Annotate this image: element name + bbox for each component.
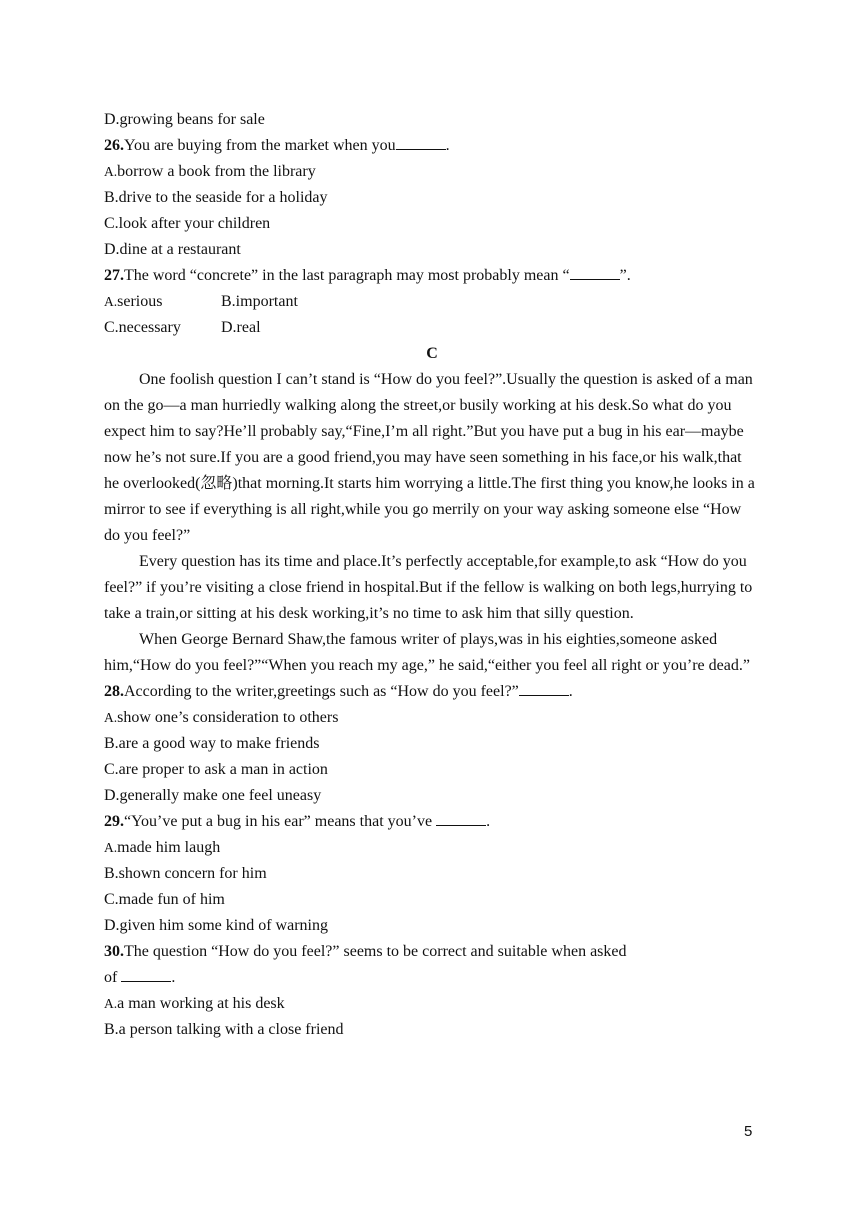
q30-number: 30. bbox=[104, 943, 124, 960]
q29-option-a-letter: A. bbox=[104, 840, 118, 855]
q29-option-a bbox=[104, 835, 760, 861]
q27-options-row-2 bbox=[104, 315, 760, 341]
q28-stem bbox=[104, 679, 760, 705]
q27-number: 27. bbox=[104, 267, 124, 284]
q26-blank bbox=[396, 134, 446, 150]
passage-paragraph-1: One foolish question I can’t stand is “How do you feel?”.Usually the question is asked of a man on the go—a man hurriedly walking along the street,or busily working at his desk.So what do you expect him to say?He’ll probably say,“Fine,I’m all right.”But you have put a bug in his ear—maybe now he’s not sure.If you are a good friend,you may have seen something in his face,or his walk,that he overlooked(忽略)that morning.It starts him worrying a little.The first thing you know,he looks in a mirror to see if everything is all right,while you go merrily on your way asking someone else “How do you feel?” bbox=[104, 371, 755, 544]
q27-option-b: B.important bbox=[221, 293, 298, 310]
page-number: 5 bbox=[744, 1123, 753, 1140]
q26-option-a-text: borrow a book from the library bbox=[117, 163, 316, 180]
q26-stem bbox=[104, 133, 760, 159]
q30-stem bbox=[104, 939, 760, 965]
q27-option-a-text: serious bbox=[117, 293, 163, 310]
passage-paragraph-2: Every question has its time and place.It’s perfectly acceptable,for example,to ask “How do you feel?” if you’re visiting a close friend in hospital.But if the fellow is walking on both legs,hurrying to take a train,or sitting at his desk working,it’s no time to ask him that silly question. bbox=[104, 553, 753, 622]
section-title: C bbox=[426, 345, 438, 362]
q26-option-d: D.dine at a restaurant bbox=[104, 241, 241, 258]
q30-option-a-text: a man working at his desk bbox=[117, 995, 285, 1012]
q26-stem-text: You are buying from the market when you bbox=[124, 137, 396, 154]
q29-blank bbox=[436, 810, 486, 826]
q28-number: 28. bbox=[104, 683, 124, 700]
q27-blank bbox=[570, 264, 620, 280]
q28-stem-text: According to the writer,greetings such as “How do you feel?” bbox=[124, 683, 519, 700]
q28-option-b: B.are a good way to make friends bbox=[104, 735, 320, 752]
q26-option-a bbox=[104, 159, 760, 185]
q26-option-b: B.drive to the seaside for a holiday bbox=[104, 189, 328, 206]
q29-option-c: C.made fun of him bbox=[104, 891, 225, 908]
q27-option-a bbox=[104, 293, 162, 310]
q27-stem-end: ”. bbox=[619, 267, 631, 284]
q29-option-b: B.shown concern for him bbox=[104, 865, 267, 882]
q27-option-d: D.real bbox=[221, 319, 261, 336]
q27-option-a-letter: A. bbox=[104, 294, 118, 309]
q27-option-c: C.necessary bbox=[104, 319, 181, 336]
q29-stem-end: . bbox=[486, 813, 491, 830]
q28-option-c: C.are proper to ask a man in action bbox=[104, 761, 328, 778]
q30-blank bbox=[121, 966, 171, 982]
q28-option-a-text: show one’s consideration to others bbox=[117, 709, 339, 726]
q30-stem-text-2: of bbox=[104, 969, 122, 986]
q28-option-d: D.generally make one feel uneasy bbox=[104, 787, 322, 804]
q28-blank bbox=[519, 680, 569, 696]
q28-option-a-letter: A. bbox=[104, 710, 118, 725]
q30-option-a-letter: A. bbox=[104, 996, 118, 1011]
q30-option-b: B.a person talking with a close friend bbox=[104, 1021, 344, 1038]
q26-stem-end: . bbox=[445, 137, 450, 154]
q29-number: 29. bbox=[104, 813, 124, 830]
q28-stem-end: . bbox=[568, 683, 573, 700]
q27-options-row-1 bbox=[104, 289, 760, 315]
q26-option-a-letter: A. bbox=[104, 164, 118, 179]
q26-option-c: C.look after your children bbox=[104, 215, 271, 232]
q29-stem-text: “You’ve put a bug in his ear” means that you’ve bbox=[124, 813, 437, 830]
q25-option-d: D.growing beans for sale bbox=[104, 111, 265, 128]
passage-paragraph-3: When George Bernard Shaw,the famous writer of plays,was in his eighties,someone asked him,“How do you feel?”“When you reach my age,” he said,“either you feel all right or you’re dead.” bbox=[104, 631, 750, 674]
q29-option-d: D.given him some kind of warning bbox=[104, 917, 328, 934]
page-content bbox=[104, 107, 760, 1043]
q27-stem-text: The word “concrete” in the last paragraph may most probably mean “ bbox=[124, 267, 570, 284]
q30-option-a bbox=[104, 991, 760, 1017]
q28-option-a bbox=[104, 705, 760, 731]
q29-stem bbox=[104, 809, 760, 835]
q30-stem-text: The question “How do you feel?” seems to be correct and suitable when asked bbox=[124, 943, 627, 960]
q30-stem-end: . bbox=[171, 969, 176, 986]
q27-stem bbox=[104, 263, 760, 289]
q29-option-a-text: made him laugh bbox=[117, 839, 221, 856]
q26-number: 26. bbox=[104, 137, 124, 154]
q30-stem-continued bbox=[104, 965, 760, 991]
